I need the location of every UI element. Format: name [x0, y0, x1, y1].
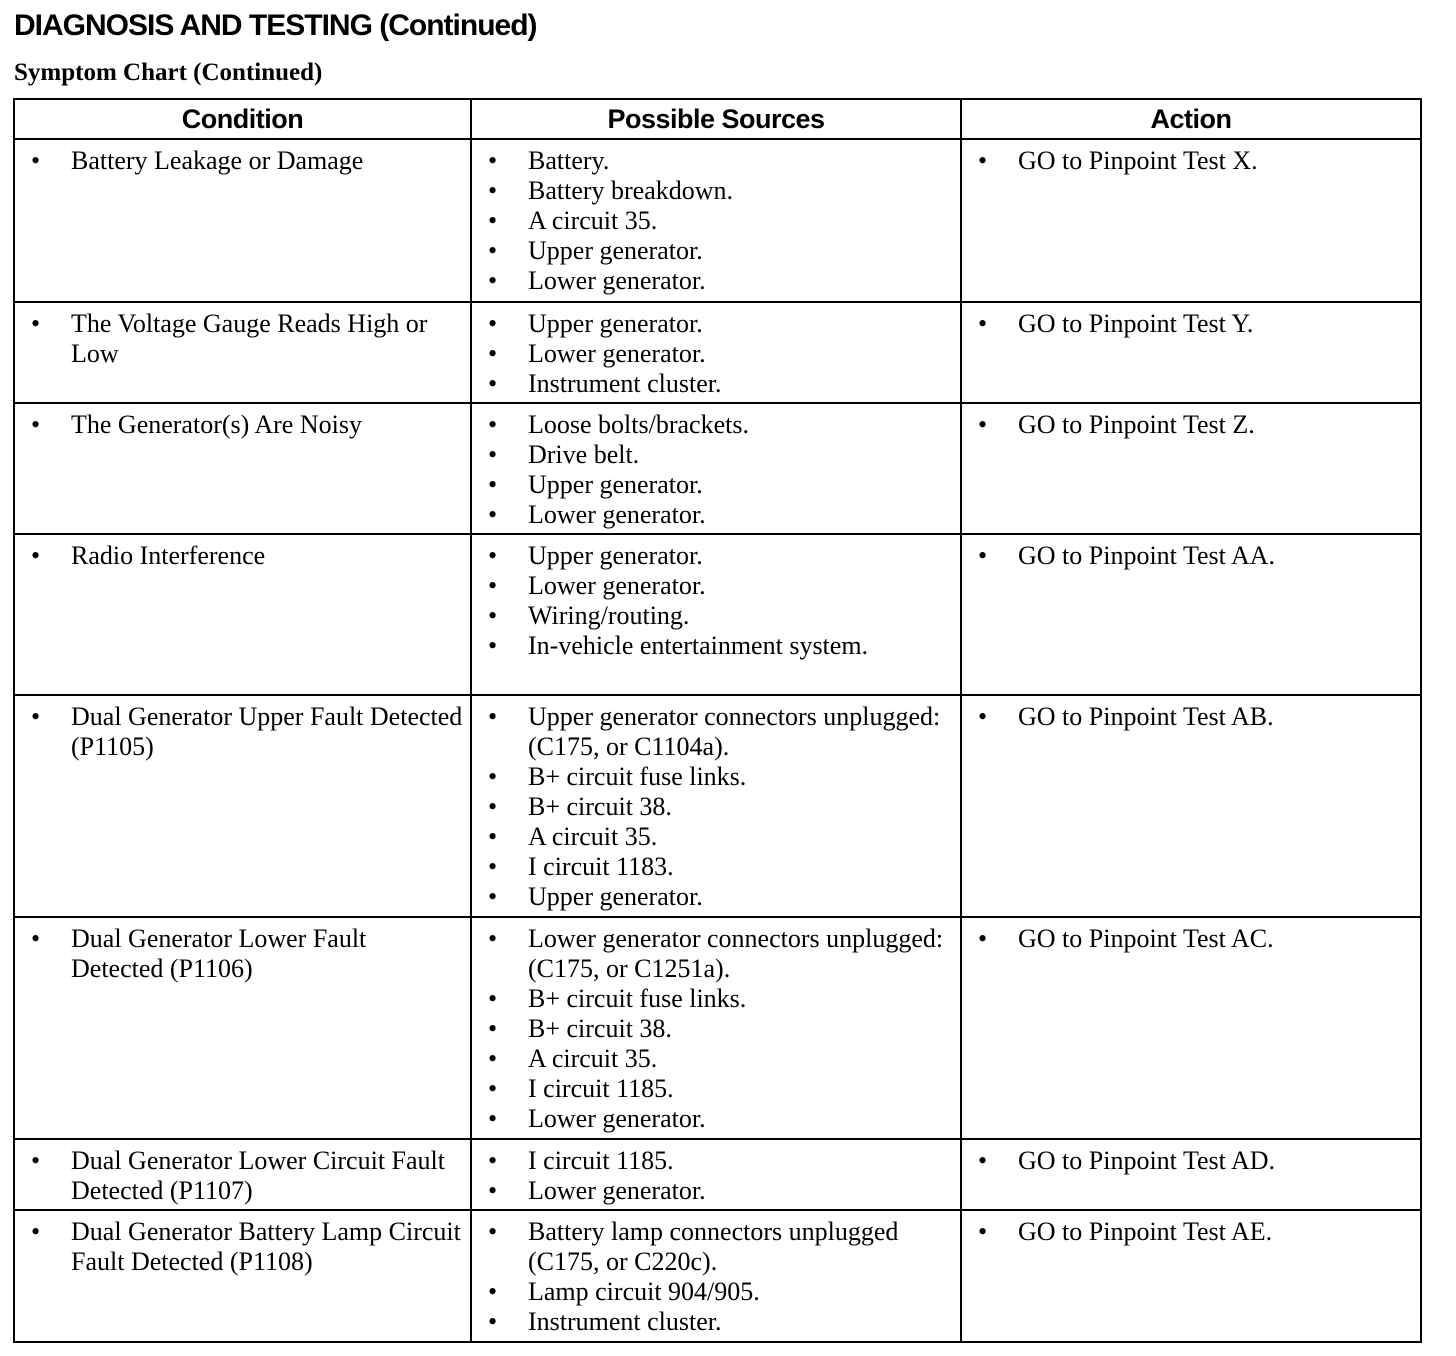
sources-cell — [471, 534, 961, 695]
source-item: • Upper generator. — [482, 541, 954, 571]
condition-text: • Radio Interference — [25, 541, 464, 571]
column-header-condition: Condition — [14, 99, 471, 139]
action-text: • GO to Pinpoint Test AB. — [972, 702, 1414, 732]
table-header — [14, 99, 1421, 139]
condition-cell — [14, 917, 471, 1139]
source-item: • Drive belt. — [482, 440, 954, 470]
page-heading: DIAGNOSIS AND TESTING (Continued) — [14, 9, 537, 42]
source-item: • I circuit 1183. — [482, 852, 954, 882]
sources-cell — [471, 403, 961, 534]
condition-list — [25, 309, 464, 369]
action-cell — [961, 1139, 1421, 1210]
header-row — [14, 99, 1421, 139]
source-item: • Lamp circuit 904/905. — [482, 1277, 954, 1307]
sources-cell — [471, 695, 961, 917]
condition-list — [25, 410, 464, 440]
action-list — [972, 541, 1414, 571]
table-row — [14, 302, 1421, 403]
sources-list — [482, 924, 954, 1134]
source-item: • I circuit 1185. — [482, 1146, 954, 1176]
source-item: • Battery breakdown. — [482, 176, 954, 206]
source-item: • Lower generator. — [482, 339, 954, 369]
source-item: • Instrument cluster. — [482, 369, 954, 399]
action-list — [972, 1217, 1414, 1247]
table-row — [14, 695, 1421, 917]
table-row — [14, 1210, 1421, 1342]
action-list — [972, 146, 1414, 176]
condition-cell — [14, 1210, 471, 1342]
action-text: • GO to Pinpoint Test AD. — [972, 1146, 1414, 1176]
source-item: • Lower generator. — [482, 571, 954, 601]
condition-cell — [14, 1139, 471, 1210]
sources-list — [482, 541, 954, 661]
table-row — [14, 403, 1421, 534]
condition-cell — [14, 139, 471, 302]
condition-text: • The Generator(s) Are Noisy — [25, 410, 464, 440]
source-item: • Upper generator connectors unplugged: (C175, or C1104a). — [482, 702, 954, 762]
action-cell — [961, 403, 1421, 534]
source-item: • A circuit 35. — [482, 1044, 954, 1074]
condition-text: • Dual Generator Lower Circuit Fault Detected (P1107) — [25, 1146, 464, 1206]
condition-cell — [14, 302, 471, 403]
table-row — [14, 1139, 1421, 1210]
action-text: • GO to Pinpoint Test Y. — [972, 309, 1414, 339]
source-item: • B+ circuit fuse links. — [482, 984, 954, 1014]
condition-list — [25, 146, 464, 176]
table-body — [14, 139, 1421, 1342]
source-item: • B+ circuit 38. — [482, 792, 954, 822]
condition-text: • The Voltage Gauge Reads High or Low — [25, 309, 464, 369]
source-item: • Wiring/routing. — [482, 601, 954, 631]
condition-list — [25, 1217, 464, 1277]
table-row — [14, 917, 1421, 1139]
condition-text: • Dual Generator Upper Fault Detected (P1105) — [25, 702, 464, 762]
sources-list — [482, 410, 954, 530]
action-text: • GO to Pinpoint Test Z. — [972, 410, 1414, 440]
source-item: • Lower generator. — [482, 500, 954, 530]
action-list — [972, 924, 1414, 954]
sources-list — [482, 309, 954, 399]
action-text: • GO to Pinpoint Test X. — [972, 146, 1414, 176]
source-item: • B+ circuit 38. — [482, 1014, 954, 1044]
source-item: • Upper generator. — [482, 236, 954, 266]
condition-list — [25, 702, 464, 762]
source-item: • Battery. — [482, 146, 954, 176]
sources-list — [482, 702, 954, 912]
action-cell — [961, 534, 1421, 695]
table-row — [14, 139, 1421, 302]
action-cell — [961, 1210, 1421, 1342]
table-row — [14, 534, 1421, 695]
source-item: • Lower generator. — [482, 1104, 954, 1134]
sources-cell — [471, 1210, 961, 1342]
source-item: • I circuit 1185. — [482, 1074, 954, 1104]
sources-list — [482, 146, 954, 296]
action-cell — [961, 302, 1421, 403]
action-text: • GO to Pinpoint Test AC. — [972, 924, 1414, 954]
source-item: • A circuit 35. — [482, 206, 954, 236]
source-item: • B+ circuit fuse links. — [482, 762, 954, 792]
action-list — [972, 410, 1414, 440]
source-item: • Upper generator. — [482, 882, 954, 912]
condition-text: • Battery Leakage or Damage — [25, 146, 464, 176]
sources-list — [482, 1146, 954, 1206]
condition-list — [25, 924, 464, 984]
action-cell — [961, 139, 1421, 302]
sources-cell — [471, 917, 961, 1139]
action-text: • GO to Pinpoint Test AE. — [972, 1217, 1414, 1247]
condition-list — [25, 541, 464, 571]
source-item: • Lower generator connectors unplugged: (C175, or C1251a). — [482, 924, 954, 984]
sources-cell — [471, 139, 961, 302]
action-list — [972, 309, 1414, 339]
column-header-action: Action — [961, 99, 1421, 139]
condition-cell — [14, 695, 471, 917]
column-header-possible-sources: Possible Sources — [471, 99, 961, 139]
source-item: • Upper generator. — [482, 470, 954, 500]
sources-list — [482, 1217, 954, 1337]
action-text: • GO to Pinpoint Test AA. — [972, 541, 1414, 571]
symptom-table — [13, 98, 1422, 1343]
source-item: • In-vehicle entertainment system. — [482, 631, 954, 661]
source-item: • Battery lamp connectors unplugged (C175, or C220c). — [482, 1217, 954, 1277]
action-list — [972, 702, 1414, 732]
action-cell — [961, 917, 1421, 1139]
source-item: • Upper generator. — [482, 309, 954, 339]
condition-cell — [14, 534, 471, 695]
condition-text: • Dual Generator Lower Fault Detected (P1106) — [25, 924, 464, 984]
chart-title: Symptom Chart (Continued) — [14, 59, 323, 86]
source-item: • Instrument cluster. — [482, 1307, 954, 1337]
source-item: • A circuit 35. — [482, 822, 954, 852]
condition-list — [25, 1146, 464, 1206]
source-item: • Lower generator. — [482, 1176, 954, 1206]
condition-text: • Dual Generator Battery Lamp Circuit Fault Detected (P1108) — [25, 1217, 464, 1277]
sources-cell — [471, 1139, 961, 1210]
sources-cell — [471, 302, 961, 403]
action-list — [972, 1146, 1414, 1176]
action-cell — [961, 695, 1421, 917]
source-item: • Loose bolts/brackets. — [482, 410, 954, 440]
condition-cell — [14, 403, 471, 534]
source-item: • Lower generator. — [482, 266, 954, 296]
